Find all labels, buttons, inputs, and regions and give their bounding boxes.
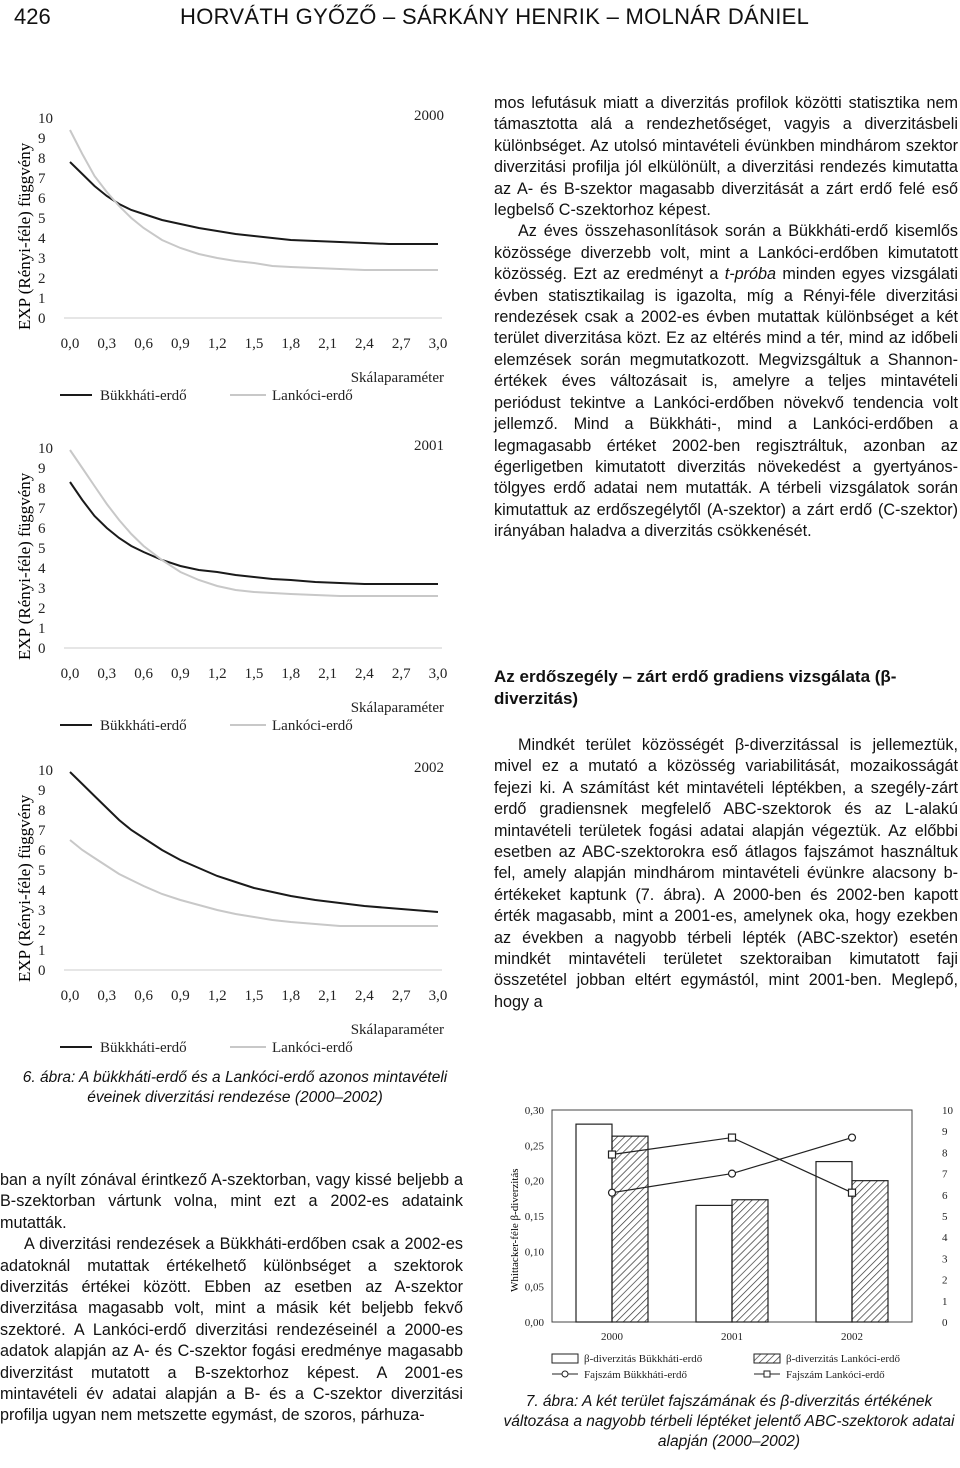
- y-tick-label: 0,25: [524, 1140, 544, 1153]
- y-tick-label: 7: [38, 823, 46, 839]
- point-fajszam-lankoci: [729, 1134, 736, 1141]
- point-fajszam-lankoci: [849, 1189, 856, 1196]
- bar-beta-lankoci: [852, 1181, 888, 1322]
- x-tick-label: 0,9: [171, 666, 190, 682]
- bar-beta-bukkhati: [576, 1124, 612, 1322]
- x-tick-label: 1,8: [281, 988, 301, 1004]
- y-tick-label: 4: [38, 231, 46, 247]
- y-tick-label: 5: [38, 863, 46, 879]
- series-line-lankoci: [70, 130, 438, 270]
- bar-beta-lankoci: [612, 1136, 648, 1322]
- y-tick-label: 1: [38, 291, 46, 307]
- legend-label-lankoci: Lankóci-erdő: [272, 718, 353, 734]
- y-tick-label: 3: [38, 251, 46, 267]
- renyi-chart-2001: [0, 430, 470, 734]
- y-tick-label: 5: [38, 211, 46, 227]
- y2-tick-label: 9: [942, 1126, 948, 1139]
- y-tick-label: 0: [38, 641, 46, 657]
- x-axis-label: Skálaparaméter: [350, 1022, 444, 1038]
- t-proba-italic: t-próba: [724, 265, 777, 284]
- y-tick-label: 0,00: [524, 1317, 544, 1329]
- y-tick-label: 10: [38, 111, 53, 127]
- y-tick-label: 10: [38, 441, 53, 457]
- right-body-text-top: [494, 93, 958, 543]
- y2-tick-label: 1: [942, 1295, 948, 1308]
- x-tick-label: 1,5: [244, 666, 264, 682]
- left-paragraph-2: A diverzitási rendezések a Bükkháti-erdőben csak a 2002-es adatoknál mutattak értékelhető különbséget a szektorok diverzitás értékei között. Ebben az esetben az A-szektor diverzitása magasabb volt, mint a másik két beljebb fekvő szektoré. A Lankóci-erdő diverzitási rendezéseinél a 2000-es adatok alapján az A- és C-szektor fogási eredménye magasabb diverzitást mutatott a B-szektorhoz képest. A 2001-es mintavételi év adatai alapján a B- és a C-szektor diverzitási profilja ugyan nem metszette egymást, de szoros, párhuza-: [0, 1235, 463, 1425]
- legend-label-bukkhati: Bükkháti-erdő: [100, 388, 187, 404]
- left-paragraph-1: ban a nyílt zónával érintkező A-szektorban, vagy kissé beljebb a B-szektorban vártunk volna, mint ezt a 2002-es adataink mutatták.: [0, 1171, 463, 1232]
- point-fajszam-lankoci: [609, 1151, 616, 1158]
- y-tick-label: 7: [38, 171, 46, 187]
- legend-swatch-beta-bukkhati: [552, 1354, 578, 1363]
- y-tick-label: 2: [38, 923, 46, 939]
- renyi-chart-2002: [0, 752, 470, 1056]
- right-p2-end: minden egyes vizsgálati évben statisztikailag is igazolta, míg a Rényi-féle diverzitási rendezések csak a 2002-es évben mutattak különbséget a két terület diverzitása közt. Ez az eltérés mind a tér, mind az időbeli elemzések során megmutatkozott. Megvizsgáltuk a Shannon-értékek éves változásait is, amelyre a teljes mintavételi periódust tekintve a Lankóci-erdőben növekvő tendencia volt jellemző. Mind a Bükkháti-, mind a Lankóci-erdőben a legmagasabb értéket 2002-ben regisztráltuk, azonban az égerligetben kimutatott diverzitás növekedést a gyertyános-tölgyes erdő adatai nem mutatták. A térbeli vizsgálatok során kimutattuk az erdőszegélytől (A-szektor) a zárt erdő (C-szektor) irányában haladva a diverzitás csökkenését.: [494, 265, 958, 541]
- x-tick-label: 0,3: [97, 336, 117, 352]
- y-tick-label: 0: [38, 963, 46, 979]
- x-tick-label: 1,8: [281, 666, 301, 682]
- y2-tick-label: 6: [942, 1189, 948, 1202]
- y-tick-label: 3: [38, 581, 46, 597]
- x-tick-label: 0,0: [60, 666, 80, 682]
- x-tick-label: 0,3: [97, 666, 117, 682]
- legend-label-lankoci: Lankóci-erdő: [272, 388, 353, 404]
- y2-tick-label: 5: [942, 1211, 948, 1223]
- x-axis-label: Skálaparaméter: [350, 370, 444, 386]
- y-tick-label: 4: [38, 883, 46, 899]
- bar-beta-bukkhati: [816, 1162, 852, 1322]
- x-tick-label: 2001: [721, 1331, 743, 1343]
- series-line-bukkhati: [70, 772, 438, 912]
- bar-beta-bukkhati: [696, 1205, 732, 1322]
- y-tick-label: 8: [38, 481, 46, 497]
- y-tick-label: 10: [38, 763, 53, 779]
- x-tick-label: 1,2: [207, 666, 227, 682]
- y-tick-label: 7: [38, 501, 46, 517]
- x-tick-label: 2,7: [391, 666, 411, 682]
- y2-tick-label: 2: [942, 1274, 948, 1287]
- legend-marker-fajszam-bukkhati: [562, 1371, 568, 1377]
- y-tick-label: 9: [38, 131, 46, 147]
- figure-7-caption: 7. ábra: A két terület fajszámának és β-diverzitás értékének változása a nagyobb térbeli léptéket jelentő ABC-szektorok adatai alapján (2000–2002): [503, 1393, 955, 1450]
- x-tick-label: 2,1: [318, 988, 337, 1004]
- chart-title: 2001: [414, 438, 444, 454]
- legend-label-bukkhati: Bükkháti-erdő: [100, 1040, 187, 1056]
- page-number: 426: [14, 4, 51, 29]
- x-tick-label: 1,2: [207, 988, 227, 1004]
- legend-label-fajszam-lankoci: Fajszám Lankóci-erdő: [786, 1369, 885, 1381]
- bar-beta-lankoci: [732, 1200, 768, 1322]
- x-tick-label: 3,0: [428, 666, 448, 682]
- y-tick-label: 2: [38, 601, 46, 617]
- x-tick-label: 0,9: [171, 988, 190, 1004]
- y-axis-label: Whittacker-féle β-diverzitás: [509, 1168, 521, 1292]
- left-body-text: [0, 1170, 463, 1427]
- series-line-lankoci: [70, 840, 438, 926]
- y-tick-label: 8: [38, 151, 46, 167]
- y-tick-label: 8: [38, 803, 46, 819]
- y-tick-label: 0,20: [524, 1175, 544, 1188]
- y-axis-label: EXP (Rényi-féle) függvény: [15, 472, 34, 660]
- y-tick-label: 0,10: [524, 1246, 544, 1259]
- legend-label-fajszam-bukkhati: Fajszám Bükkháti-erdő: [584, 1369, 687, 1381]
- series-line-bukkhati: [70, 482, 438, 584]
- right-paragraph-1: mos lefutásuk miatt a diverzitás profilok közötti statisztika nem támasztotta alá a rendezhetőséget, vagyis a diverzitásbeli különbséget. Az utolsó mintavételi évünkben mindhárom szektor diverzitási profilja jól elkülönült, a diverzitási rendezés kimutatta az A- és B-szektor magasabb diverzitását a zárt erdő felé eső legbelső C-szektorhoz képest.: [494, 94, 958, 220]
- y2-tick-label: 8: [942, 1147, 948, 1160]
- y2-tick-label: 0: [942, 1317, 948, 1329]
- y2-tick-label: 7: [942, 1168, 948, 1181]
- y2-tick-label: 4: [942, 1232, 948, 1245]
- right-paragraph-2: [494, 221, 958, 542]
- legend-label-beta-bukkhati: β-diverzitás Bükkháti-erdő: [584, 1353, 703, 1365]
- series-line-lankoci: [70, 450, 438, 596]
- x-tick-label: 1,5: [244, 336, 264, 352]
- section-heading-beta-diversity: Az erdőszegély – zárt erdő gradiens vizsgálata (β-diverzitás): [494, 667, 897, 708]
- renyi-chart-2000: [0, 100, 470, 404]
- y-tick-label: 0: [38, 311, 46, 327]
- point-fajszam-bukkhati: [609, 1189, 616, 1196]
- x-tick-label: 1,8: [281, 336, 301, 352]
- chart-title: 2002: [414, 760, 444, 776]
- x-tick-label: 3,0: [428, 336, 448, 352]
- y-tick-label: 1: [38, 943, 46, 959]
- legend-marker-fajszam-lankoci: [764, 1371, 770, 1377]
- right-paragraph-3: Mindkét terület közösségét β-diverzitással is jellemeztük, mivel ez a mutató a közösség variabilitását, mozaikosságát fejezi ki. A számítást két mintavételi léptékben, a szegély-zárt erdő gradiensnek megfelelő ABC-szektorok és az L-alakú mintavételi területek fogási adatai alapján végeztük. Az előbbi esetben az ABC-szektorokra eső átlagos fajszámot használtuk fel, amely alapján mindhárom mintavételi évünkre alacsony b-értékeket kaptunk (7. ábra). A 2000-ben és 2002-ben kapott érték magasabb, mint a 2001-es, amelynek oka, hogy ezekben az években a nagyobb térbeli lépték (ABC-szektor) esetén mindkét mintavételi területet szektoraiban kimutatott faji összetétel jobban eltért egymástól, mint 2001-ben. Meglepő, hogy a: [494, 736, 958, 1011]
- x-tick-label: 2,4: [355, 666, 374, 682]
- y2-tick-label: 3: [942, 1253, 948, 1266]
- y-tick-label: 9: [38, 461, 46, 477]
- chart-title: 2000: [414, 108, 444, 124]
- x-tick-label: 1,5: [244, 988, 264, 1004]
- point-fajszam-bukkhati: [849, 1134, 856, 1141]
- x-tick-label: 2,1: [318, 666, 337, 682]
- y-axis-label: EXP (Rényi-féle) függvény: [15, 142, 34, 330]
- y-tick-label: 0,30: [524, 1105, 544, 1117]
- series-line-bukkhati: [70, 162, 438, 244]
- x-tick-label: 0,6: [134, 988, 153, 1004]
- y-tick-label: 6: [38, 521, 46, 537]
- x-tick-label: 2,4: [355, 988, 374, 1004]
- x-tick-label: 2,1: [318, 336, 337, 352]
- x-axis-label: Skálaparaméter: [350, 700, 444, 716]
- y-tick-label: 0,05: [524, 1281, 544, 1294]
- y-tick-label: 2: [38, 271, 46, 287]
- y-axis-label: EXP (Rényi-féle) függvény: [15, 794, 34, 982]
- y-tick-label: 4: [38, 561, 46, 577]
- legend-label-lankoci: Lankóci-erdő: [272, 1040, 353, 1056]
- x-tick-label: 0,0: [60, 336, 80, 352]
- legend-label-bukkhati: Bükkháti-erdő: [100, 718, 187, 734]
- y-tick-label: 1: [38, 621, 46, 637]
- y-tick-label: 9: [38, 783, 46, 799]
- x-tick-label: 1,2: [207, 336, 227, 352]
- x-tick-label: 2002: [841, 1331, 863, 1343]
- right-body-text-bottom: [494, 735, 958, 1013]
- point-fajszam-bukkhati: [729, 1170, 736, 1177]
- x-tick-label: 2,4: [355, 336, 374, 352]
- y2-tick-label: 10: [942, 1105, 953, 1117]
- x-tick-label: 2,7: [391, 988, 411, 1004]
- beta-diversity-chart: [492, 1092, 960, 1382]
- figure-6-caption: 6. ábra: A bükkháti-erdő és a Lankóci-erdő azonos mintavételi éveinek diverzitási rendezése (2000–2002): [22, 1069, 448, 1106]
- y-tick-label: 5: [38, 541, 46, 557]
- right-p2-start: Az éves összehasonlítások során a Bükkháti-erdő kisemlős közössége diverzebb volt, mint a Lankóci-erdőben kimutatott közösség. Ezt az eredményt a: [494, 222, 958, 284]
- x-tick-label: 0,6: [134, 666, 153, 682]
- x-tick-label: 0,6: [134, 336, 153, 352]
- y-tick-label: 3: [38, 903, 46, 919]
- x-tick-label: 3,0: [428, 988, 448, 1004]
- x-tick-label: 0,3: [97, 988, 117, 1004]
- x-tick-label: 0,9: [171, 336, 190, 352]
- legend-swatch-beta-lankoci: [754, 1354, 780, 1363]
- x-tick-label: 2,7: [391, 336, 411, 352]
- x-tick-label: 2000: [601, 1331, 623, 1343]
- y-tick-label: 6: [38, 191, 46, 207]
- running-head-authors: HORVÁTH GYŐZŐ – SÁRKÁNY HENRIK – MOLNÁR DÁNIEL: [180, 4, 810, 29]
- legend-label-beta-lankoci: β-diverzitás Lankóci-erdő: [786, 1353, 901, 1365]
- x-tick-label: 0,0: [60, 988, 80, 1004]
- y-tick-label: 0,15: [524, 1211, 544, 1223]
- y-tick-label: 6: [38, 843, 46, 859]
